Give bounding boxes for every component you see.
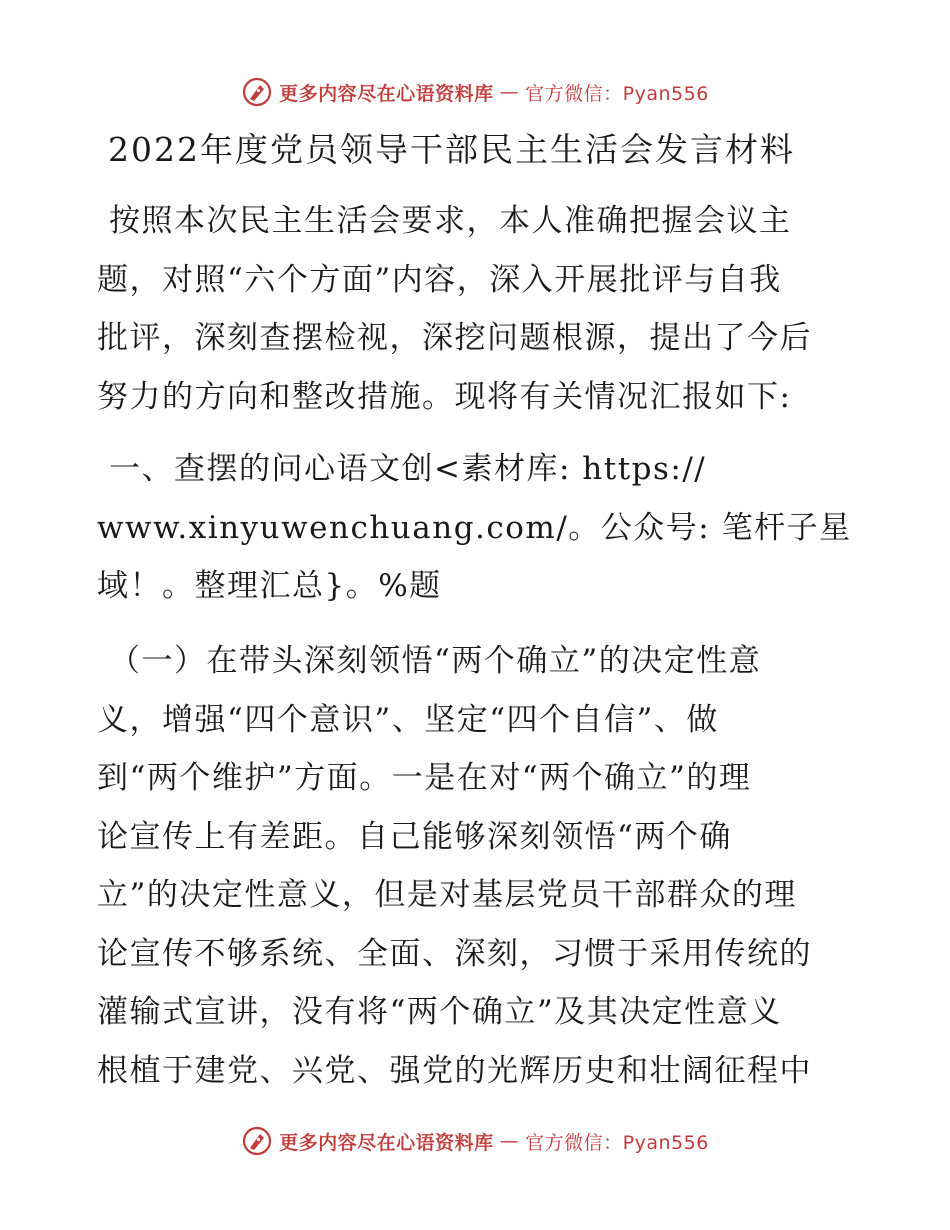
paragraph-line: www.xinyuwenchuang.com/。公众号: 笔杆子星 xyxy=(97,509,852,546)
document-title: 2022年度党员领导干部民主生活会发言材料 xyxy=(108,130,795,169)
banner-wechat-text: 官方微信：Pyan556 xyxy=(525,82,709,105)
paragraph-line: 灌输式宣讲，没有将“两个确立”及其决定性意义 xyxy=(97,994,782,1030)
paragraph-line: 根植于建党、兴党、强党的光辉历史和壮阔征程中 xyxy=(97,1052,812,1089)
paragraph-line: 批评，深刻查摆检视，深挖问题根源，提出了今后 xyxy=(97,320,812,356)
banner-wechat-text: 官方微信：Pyan556 xyxy=(525,1131,709,1154)
banner-separator: — xyxy=(499,81,520,103)
banner-brand-text: 更多内容尽在心语资料库 xyxy=(279,1131,494,1154)
watermark-banner-top xyxy=(0,72,950,112)
pen-nib-logo-icon xyxy=(241,76,273,108)
paragraph-line: 立”的决定性意义，但是对基层党员干部群众的理 xyxy=(97,877,797,913)
paragraph-line: 论宣传不够系统、全面、深刻，习惯于采用传统的 xyxy=(97,935,812,972)
paragraph-intro xyxy=(97,192,857,426)
paragraph-line: 题，对照“六个方面”内容，深入开展批评与自我 xyxy=(97,261,782,298)
banner-separator: — xyxy=(499,1130,520,1152)
paragraph-line: （一）在带头深刻领悟“两个确立”的决定性意 xyxy=(109,643,762,679)
paragraph-line: 域！。整理汇总}。%题 xyxy=(97,568,442,604)
paragraph-line: 到“两个维护”方面。一是在对“两个确立”的理 xyxy=(97,760,752,796)
paragraph-line: 义，增强“四个意识”、坚定“四个自信”、做 xyxy=(97,701,719,738)
banner-brand-text: 更多内容尽在心语资料库 xyxy=(279,82,494,105)
watermark-banner-bottom xyxy=(0,1121,950,1161)
paragraph-line: 论宣传上有差距。自己能够深刻领悟“两个确 xyxy=(97,818,732,855)
paragraph-section-one xyxy=(97,632,857,1100)
paragraph-line: 一、查摆的问心语文创<素材库: https:// xyxy=(109,451,707,487)
pen-nib-logo-icon xyxy=(241,1125,273,1157)
paragraph-line: 努力的方向和整改措施。现将有关情况汇报如下: xyxy=(97,378,792,415)
paragraph-section-heading xyxy=(97,440,857,616)
paragraph-line: 按照本次民主生活会要求，本人准确把握会议主 xyxy=(109,203,792,239)
